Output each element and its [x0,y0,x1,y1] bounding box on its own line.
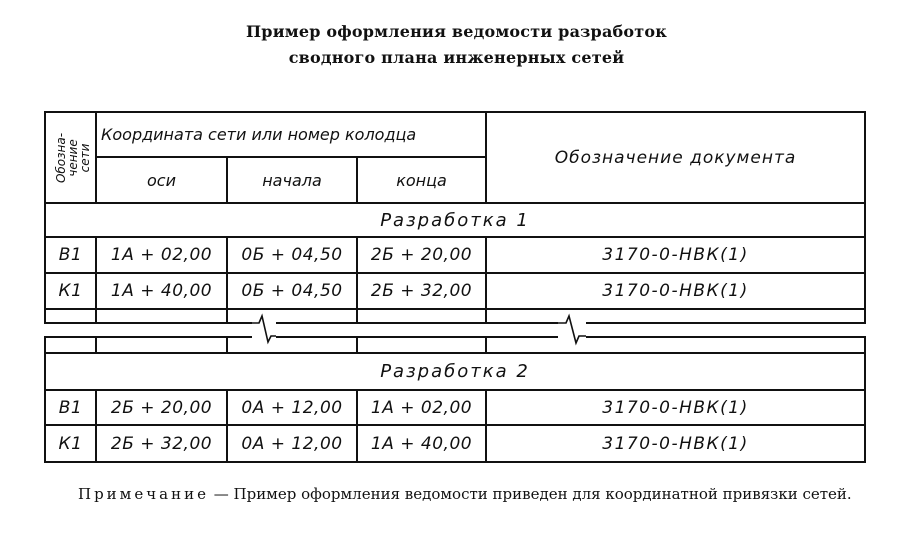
note-label: Примечание [78,485,209,503]
cell-end: 1А + 02,00 [370,397,473,418]
header-end: конца [396,170,447,190]
cell-end: 2Б + 20,00 [370,245,473,265]
title-line-2: сводного плана инженерных сетей [288,48,625,67]
cell-network: К1 [58,281,83,301]
cell-start: 0А + 12,00 [241,397,343,418]
cell-axis: 2Б + 32,00 [110,433,213,454]
cell-network: К1 [58,433,83,454]
cell-axis: 1А + 02,00 [110,245,213,265]
note-text: — Пример оформления ведомости приведен для координатной привязки сетей. [208,485,852,503]
cell-document: 3170-0-НВК(1) [602,245,749,265]
header-start: начала [262,170,322,190]
cell-network: В1 [58,397,83,418]
cell-start: 0А + 12,00 [241,433,343,454]
cell-axis: 2Б + 20,00 [110,397,213,418]
header-axis: оси [147,170,176,190]
cell-start: 0Б + 04,50 [241,281,343,301]
cell-end: 1А + 40,00 [370,433,473,454]
cell-document: 3170-0-НВК(1) [602,281,749,301]
header-network-designation: Обозна- чение сети [54,132,93,184]
header-coordinates-group: Координата сети или номер колодца [101,125,417,144]
cell-network: В1 [58,245,83,265]
cell-end: 2Б + 32,00 [370,281,473,301]
section-title: Разработка 1 [380,209,530,231]
cell-start: 0Б + 04,50 [241,245,343,265]
section-title: Разработка 2 [380,361,530,382]
cell-axis: 1А + 40,00 [110,281,213,301]
cell-document: 3170-0-НВК(1) [602,397,749,418]
title-line-1: Пример оформления ведомости разработок [246,22,667,41]
table-note [78,484,878,504]
cell-document: 3170-0-НВК(1) [602,433,749,454]
header-document-designation: Обозначение документа [554,147,797,168]
